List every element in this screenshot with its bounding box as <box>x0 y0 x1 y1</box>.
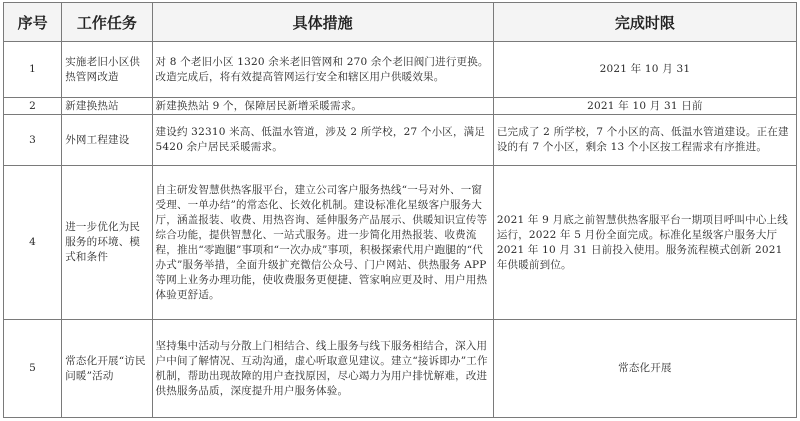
row-measures: 坚持集中活动与分散上门相结合、线上服务与线下服务相结合，深入用户中间了解情况、互动沟通，虚心听取意见建议。建立“接诉即办”工作机制，帮助出现故障的用户查找原因，尽心竭力为用户排忧解难，改进供热服务品质，深度提升用户服务体验。 <box>152 320 493 418</box>
row-task: 外网工程建设 <box>62 115 152 166</box>
row-deadline: 常态化开展 <box>493 320 796 418</box>
row-measures: 自主研发智慧供热客服平台，建立公司客户服务热线“一号对外、一窗受理、一单办结”的常态化、长效化机制。建设标准化星级客户服务大厅，涵盖报装、收费、用热咨询、延伸服务产品展示、供暖知识宣传等综合功能，提供智慧化、一站式服务。进一步简化用热报装、收费流程，推出“零跑腿”事项和“一次办成”事项，积极探索代用户跑腿的“代办式”服务举措，全面升级扩充微信公众号、门户网站、供热服务 APP 等网上业务办理功能，使收费服务更便捷、管家响应更及时、用户用热体验更舒适。 <box>152 166 493 320</box>
header-measures: 具体措施 <box>152 3 493 42</box>
row-measures: 对 8 个老旧小区 1320 余米老旧管网和 270 余个老旧阀门进行更换。改造完成后，将有效提高管网运行安全和辖区用户供暖效果。 <box>152 42 493 98</box>
row-no: 3 <box>4 115 62 166</box>
header-row <box>4 3 797 42</box>
table-row <box>4 166 797 320</box>
table-row <box>4 320 797 418</box>
row-deadline: 已完成了 2 所学校，7 个小区的高、低温水管道建设。正在建设的有 7 个小区，剩余 13 个小区按工程需求有序推进。 <box>493 115 796 166</box>
row-no: 4 <box>4 166 62 320</box>
row-task: 新建换热站 <box>62 98 152 115</box>
table-row <box>4 115 797 166</box>
row-task: 进一步优化为民服务的环境、模式和条件 <box>62 166 152 320</box>
row-no: 5 <box>4 320 62 418</box>
row-no: 1 <box>4 42 62 98</box>
row-no: 2 <box>4 98 62 115</box>
header-deadline: 完成时限 <box>493 3 796 42</box>
row-task: 常态化开展“访民问暖”活动 <box>62 320 152 418</box>
row-measures: 建设约 32310 米高、低温水管道，涉及 2 所学校，27 个小区，满足 5420 余户居民采暖需求。 <box>152 115 493 166</box>
table-row <box>4 98 797 115</box>
row-task: 实施老旧小区供热管网改造 <box>62 42 152 98</box>
header-no: 序号 <box>4 3 62 42</box>
measures-table <box>3 2 797 418</box>
table-row <box>4 42 797 98</box>
row-deadline: 2021 年 9 月底之前智慧供热客服平台一期项目呼叫中心上线运行，2022 年 5 月份全面完成。标准化星级客户服务大厅 2021 年 10 月 31 日前投入使用。服务流程模式创新 2021 年供暖前到位。 <box>493 166 796 320</box>
row-deadline: 2021 年 10 月 31 <box>493 42 796 98</box>
header-task: 工作任务 <box>62 3 152 42</box>
row-deadline: 2021 年 10 月 31 日前 <box>493 98 796 115</box>
row-measures: 新建换热站 9 个，保障居民新增采暖需求。 <box>152 98 493 115</box>
